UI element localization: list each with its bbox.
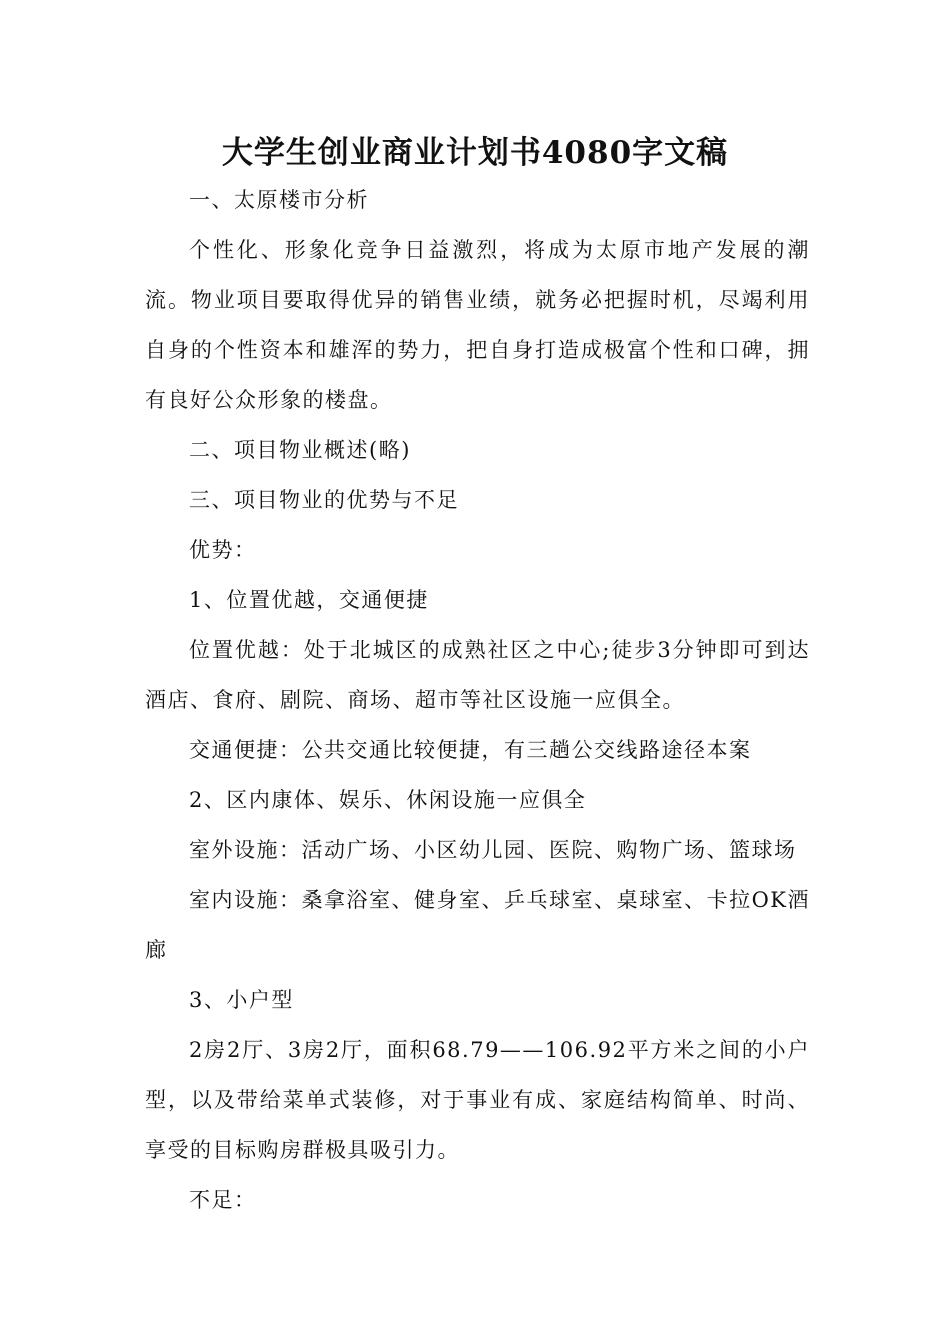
paragraph-location: 位置优越：处于北城区的成熟社区之中心;徒步3分钟即可到达酒店、食府、剧院、商场、超市等社区设施一应俱全。 [145, 638, 810, 712]
paragraph-small-units: 2房2厅、3房2厅，面积68.79——106.92平方米之间的小户型，以及带给菜单式装修，对于事业有成、家庭结构简单、时尚、享受的目标购房群极具吸引力。 [145, 1038, 810, 1162]
subheading-advantages: 优势： [189, 538, 257, 562]
document-body [145, 175, 810, 1225]
paragraph-transport: 交通便捷：公共交通比较便捷，有三趟公交线路途径本案 [189, 738, 752, 762]
section-heading-project-overview: 二、项目物业概述(略) [189, 438, 411, 462]
list-item-small-units: 3、小户型 [189, 988, 294, 1012]
paragraph-market-analysis: 个性化、形象化竞争日益激烈，将成为太原市地产发展的潮流。物业项目要取得优异的销售业绩，就务必把握时机，尽竭利用自身的个性资本和雄浑的势力，把自身打造成极富个性和口碑，拥有良好公众形象的楼盘。 [145, 238, 810, 412]
section-heading-advantages-disadvantages: 三、项目物业的优势与不足 [189, 488, 459, 512]
list-item-location: 1、位置优越，交通便捷 [189, 588, 429, 612]
subheading-disadvantages: 不足： [189, 1188, 257, 1212]
paragraph-outdoor-facilities: 室外设施：活动广场、小区幼儿园、医院、购物广场、篮球场 [189, 838, 797, 862]
list-item-facilities: 2、区内康体、娱乐、休闲设施一应俱全 [189, 788, 587, 812]
section-heading-market-analysis: 一、太原楼市分析 [189, 188, 369, 212]
paragraph-indoor-facilities: 室内设施：桑拿浴室、健身室、乒乓球室、桌球室、卡拉OK酒廊 [145, 888, 810, 962]
document-title: 大学生创业商业计划书4080字文稿 [221, 135, 729, 171]
